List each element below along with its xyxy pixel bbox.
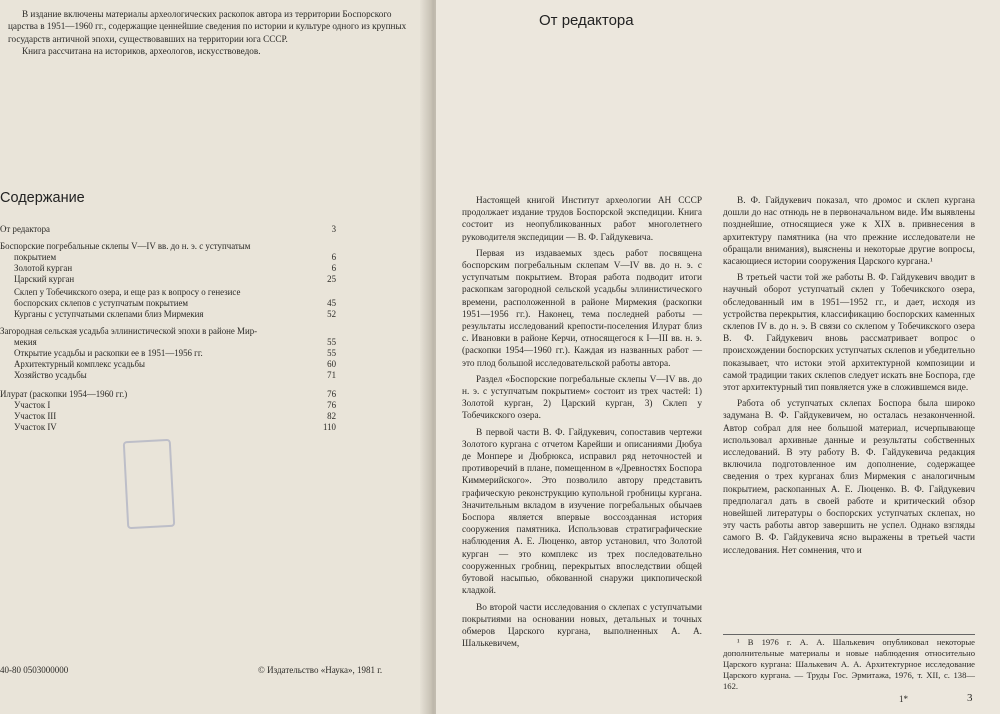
toc-entry [0,309,336,320]
table-of-contents [0,224,336,433]
paragraph: Настоящей книгой Институт археологии АН СССР продолжает издание трудов Боспорской экспедиции. Книга состоит из неопубликованных работ многолетнего руководителя экспедиции — В. Ф. Гайдукевича. [462,196,702,243]
toc-entry-page: 110 [323,422,336,432]
paragraph: Раздел «Боспорские погребальные склепы V—IV вв. до н. э. с уступчатым покрытием» состоит из трех частей: 1) Золотой курган, 2) Царский курган, 3) Склеп у Тобечикского озера. [462,374,702,422]
toc-entry-page: 3 [331,224,336,234]
paragraph: В. Ф. Гайдукевич показал, что дромос и склеп кургана дошли до нас отнюдь не в первоначальном виде. Им выявлены позднейшие, относящиеся уже к XIX в. привнесения в архитектуру памятника (на что прежние исследователи не обращали внимания), выяснены и некоторые другие вопросы, касающиеся истории сооружения Царского кургана.¹ [723,196,975,268]
toc-title: Содержание [0,190,85,206]
toc-entry-label: От редактора [0,224,50,234]
toc-entry-page: 55 [327,337,336,347]
paragraph: В третьей части той же работы В. Ф. Гайдукевич вводит в научный оборот уступчатый склеп у Тобечикского озера, обследованный им в 1951—1952 гг., и дает, исходя из устройства перекрытия, классификацию боспорских каменных склепов IV в. до н. э. В связи со склепом у Тобечикского озера В. Ф. Гайдукевич вновь рассматривает вопрос о происхождении боспорских уступчатых склепов и убедительно показывает, что истоки этой архитектурной композиции и самой традиции таких склепов следует искать вне Боспора, где этот архитектурный тип появляется уже в сложившемся виде. [723,273,975,394]
toc-entry-page: 6 [331,252,336,262]
paragraph: В первой части В. Ф. Гайдукевич, сопоставив чертежи Золотого кургана с отчетом Карейши и описаниями Дюбуа де Монпере и Дюбрюкса, исправил ряд неточностей и противоречий в плане, помещенном в «Древностях Боспора Киммерийского». Это позволило автору представить графическую реконструкцию купольной гробницы кургана. Значительным вкладом в изучение погребальных обычаев Боспора является впервые воссозданная история сооружения памятника. Использовав стратиграфические наблюдения А. Е. Люценко, автор установил, что Золотой курган — это комплекс из трех последовательно сооруженных гробниц, перекрытых впоследствии общей бутовой насыпью, обкованной снаружи цикпопической кладкой. [462,427,702,597]
footnote-text: ¹ В 1976 г. А. А. Шалькевич опубликовал некоторые дополнительные материалы и новые наблюдения относительно Царского кургана: Шалькевич А. А. Архитектурное исследование Царского кургана. — Труды Гос. Эрмитажа, 1976, т. XII, с. 138—162. [723,637,975,691]
left-page [0,0,428,714]
toc-entry [0,348,336,359]
toc-entry-page: 71 [327,370,336,380]
toc-entry [0,359,336,370]
toc-entry-label: Участок I [14,400,51,410]
toc-entry-label: Загородная сельская усадьба эллинистической эпохи в районе Мир- [0,326,258,336]
toc-entry-page: 76 [327,389,336,399]
toc-entry-page: 25 [327,274,336,284]
toc-entry [0,298,336,309]
footnote [723,634,975,692]
paragraph: Работа об уступчатых склепах Боспора была широко задумана В. Ф. Гайдукевичем, но осталась незаконченной. Автор собрал для нее большой материал, исчерпывающе использовал архивные данные и результаты собственных исследований. В эту работу В. Ф. Гайдукевича редакция включила подготовленное им дополнение, содержащее сведения о трех курганах близ Мирмекия с аналогичным покрытием, раскопанных А. Е. Люценко. В. Ф. Гайдукевич предполагал дать в своей работе и критический обзор новейшей литературы о боспорских уступчатых склепах, но эту часть работы автор завершить не успел. Однако взгляды самого В. Ф. Гайдукевича ясно выражены в третьей части исследования. Нет сомнения, что и [723,399,975,556]
toc-entry [0,252,336,263]
annotation-paragraph: Книга рассчитана на историков, археологов, искусствоведов. [22,46,261,57]
toc-entry-label: Золотой курган [14,263,73,273]
toc-entry-label: Хозяйство усадьбы [14,370,87,380]
toc-entry-page: 76 [327,400,336,410]
toc-entry [0,422,336,433]
toc-entry-label: покрытием [14,252,57,262]
toc-entry [0,274,336,285]
toc-entry-label: Открытие усадьбы и раскопки ее в 1951—1956 гг. [14,348,203,358]
toc-entry-label: мекия [14,337,37,347]
toc-entry-label: Склеп у Тобечикского озера, и еще раз к вопросу о генезисе [14,287,241,297]
toc-entry-page: 45 [327,298,336,308]
section-title: От редактора [539,12,634,29]
toc-entry [0,400,336,411]
annotation [8,8,408,58]
toc-entry-page: 52 [327,309,336,319]
toc-entry [0,411,336,422]
toc-entry-label: Архитектурный комплекс усадьбы [14,359,145,369]
imprint-publisher: © Издательство «Наука», 1981 г. [258,665,383,675]
toc-entry [0,241,336,252]
toc-entry-page: 6 [331,263,336,273]
library-stamp [123,439,176,529]
toc-entry [0,337,336,348]
toc-entry-page: 55 [327,348,336,358]
toc-entry-label: боспорских склепов с уступчатым покрытием [14,298,189,308]
toc-entry-page: 82 [327,411,336,421]
toc-entry-label: Царский курган [14,274,75,284]
toc-entry-label: Участок IV [14,422,57,432]
signature-mark: 1* [899,694,908,704]
text-column-1 [462,195,702,650]
toc-entry-label: Участок III [14,411,57,421]
toc-entry-page: 60 [327,359,336,369]
toc-entry [0,370,336,381]
toc-entry [0,224,336,235]
imprint-code: 40-80 0503000000 [0,665,69,675]
toc-entry [0,287,336,298]
toc-entry [0,263,336,274]
paragraph: Во второй части исследования о склепах с уступчатыми покрытиями на основании новых, детальных и точных обмеров Царского кургана, выполненных А. А. Шалькевичем, [462,602,702,650]
toc-entry-label: Илурат (раскопки 1954—1960 гг.) [0,389,128,399]
annotation-paragraph: В издание включены материалы археологических раскопок автора из территории Боспорского царства в 1951—1960 гг., содержащие ценнейшие сведения по истории и культуре одного из крупных государств античной эпохи, существовавших на территории юга СССР. [8,9,407,44]
toc-entry [0,389,336,400]
toc-entry [0,326,336,337]
toc-entry-label: Курганы с уступчатыми склепами близ Мирмекия [14,309,204,319]
page-number: 3 [967,692,973,704]
paragraph: Первая из издаваемых здесь работ посвящена боспорским погребальным склепам V—IV вв. до н. э. с уступчатым покрытием. Вторая работа подводит итоги раскопкам загородной сельской усадьбы эллинистического времени, расположенной в районе Мирмекия (раскопки 1951—1956 гг.). Наконец, тема последней работы — результаты исследований крепости-поселения Илурат близ с. Ивановки в районе Керчи, относящегося к I—III вв. н. э. (раскопки 1954—1960 гг.). Каждая из названных работ — это плод большой исследовательской работы автора. [462,248,702,369]
toc-entry-label: Боспорские погребальные склепы V—IV вв. до н. э. с уступчатым [0,241,251,251]
text-column-2 [723,195,975,557]
